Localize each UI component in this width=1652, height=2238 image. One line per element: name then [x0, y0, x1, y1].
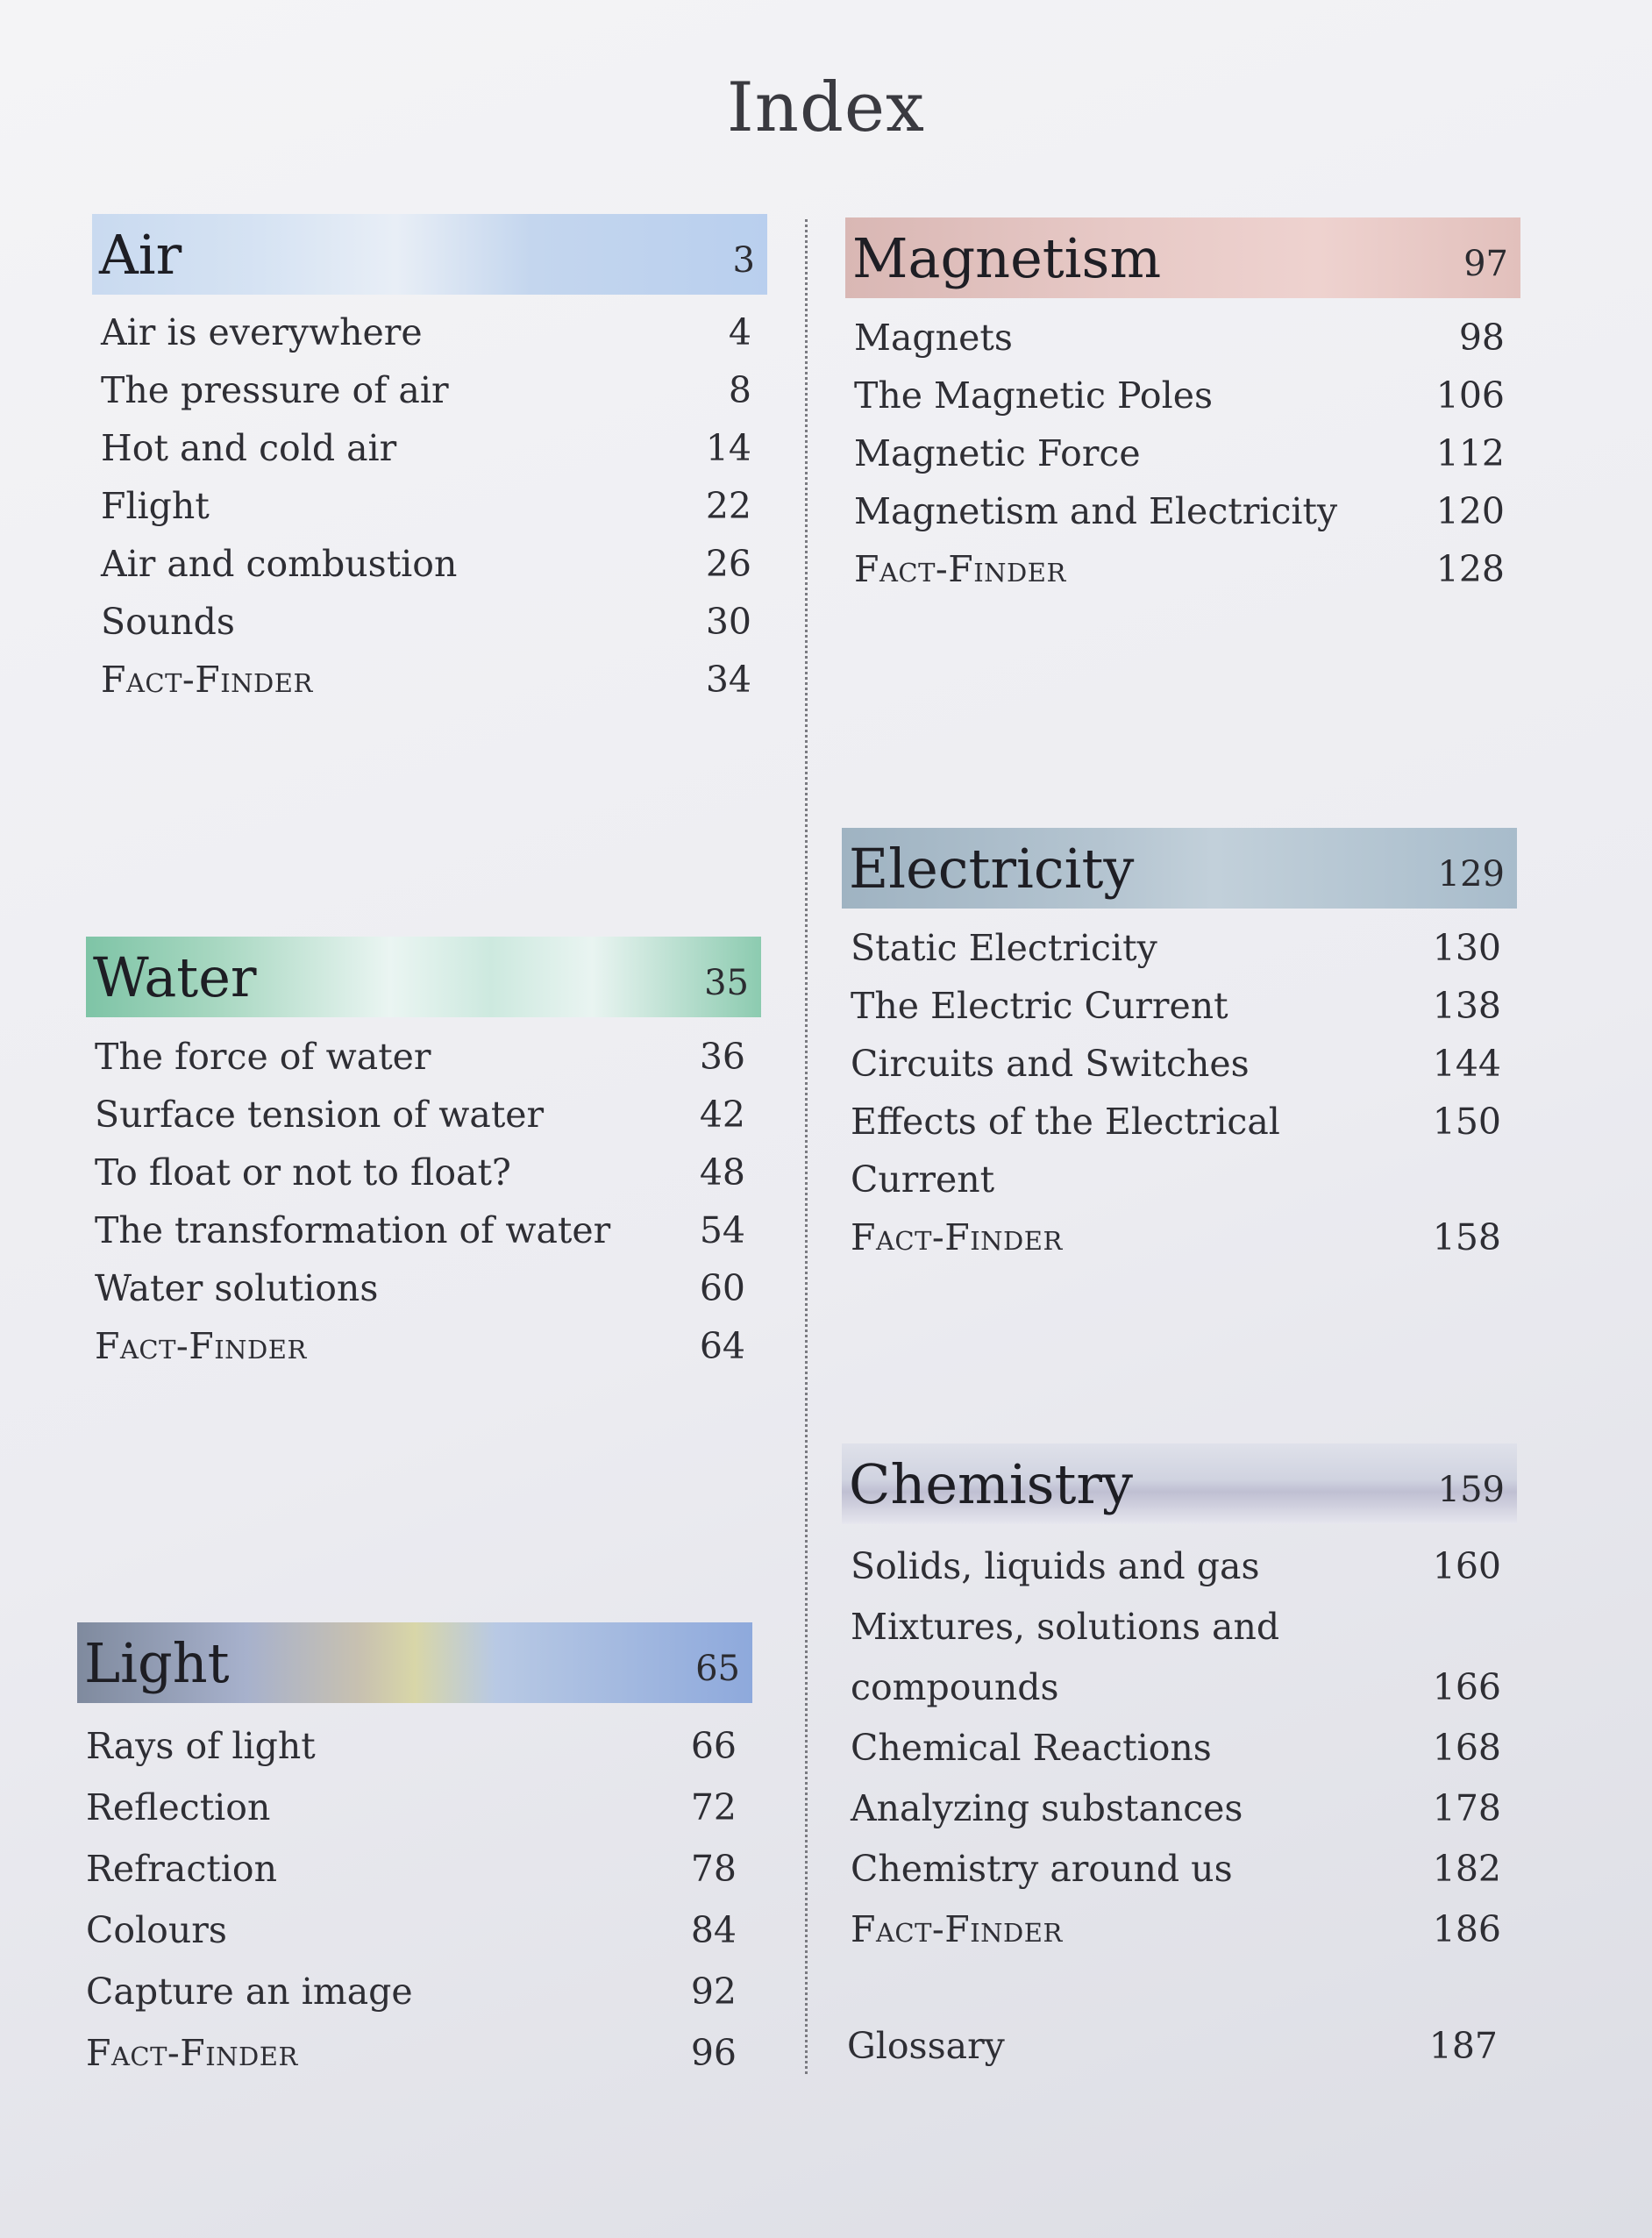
entry-page: 4: [728, 311, 751, 353]
entry-page: 150: [1432, 1101, 1501, 1143]
entry-label: Air and combustion: [101, 543, 458, 585]
index-entry-fact-finder[interactable]: [86, 1317, 761, 1375]
entry-label: Solids, liquids and gas: [851, 1545, 1260, 1587]
glossary-section: [838, 2017, 1513, 2075]
entry-page: 186: [1432, 1908, 1501, 1950]
entry-page: 98: [1458, 317, 1505, 359]
section-header-water[interactable]: [86, 937, 761, 1017]
entry-label: Fact-Finder: [851, 1216, 1063, 1258]
section-air: [92, 214, 767, 709]
index-entry[interactable]: [77, 1961, 752, 2022]
entry-page: 48: [699, 1151, 745, 1194]
entry-list: [77, 1715, 752, 2084]
index-entry[interactable]: [86, 1201, 761, 1259]
section-header-air[interactable]: [92, 214, 767, 295]
section-header-light[interactable]: [77, 1622, 752, 1703]
entry-page: 166: [1432, 1666, 1501, 1708]
entry-page: 36: [699, 1036, 745, 1078]
entry-label: Sounds: [101, 601, 235, 643]
entry-page: 14: [705, 427, 751, 469]
index-entry-fact-finder[interactable]: [842, 1899, 1517, 1960]
entry-label: Rays of light: [86, 1725, 316, 1767]
entry-page: 178: [1432, 1787, 1501, 1829]
entry-page: 128: [1435, 548, 1505, 590]
index-entry[interactable]: [842, 1718, 1517, 1778]
section-header-magnetism[interactable]: [845, 217, 1520, 298]
section-page-number: 3: [732, 240, 755, 281]
entry-page: 8: [728, 369, 751, 411]
index-entry[interactable]: [842, 919, 1517, 977]
entry-page: 26: [705, 543, 751, 585]
entry-label: Refraction: [86, 1848, 277, 1890]
entry-label: Reflection: [86, 1786, 271, 1828]
section-header-chemistry[interactable]: [842, 1443, 1517, 1524]
entry-label: The Magnetic Poles: [854, 374, 1213, 417]
index-entry[interactable]: [92, 303, 767, 361]
index-entry[interactable]: [77, 1715, 752, 1777]
section-title: Air: [99, 222, 182, 287]
entry-page: 22: [705, 485, 751, 527]
entry-label: Magnetic Force: [854, 432, 1141, 474]
entry-page: 144: [1432, 1043, 1501, 1085]
entry-label: The Electric Current: [851, 985, 1228, 1027]
entry-list: [845, 309, 1520, 598]
entry-label: Fact-Finder: [86, 2032, 298, 2074]
entry-label: The transformation of water: [95, 1209, 611, 1251]
entry-page: 92: [690, 1971, 737, 2013]
entry-page: 106: [1435, 374, 1505, 417]
index-entry[interactable]: [842, 1597, 1517, 1718]
index-entry-fact-finder[interactable]: [842, 1208, 1517, 1266]
entry-page: 158: [1432, 1216, 1501, 1258]
entry-label: Effects of the Electrical Current: [851, 1101, 1280, 1201]
entry-page: 42: [699, 1094, 745, 1136]
entry-label: Capture an image: [86, 1971, 413, 2013]
entry-list: [86, 1028, 761, 1375]
index-entry[interactable]: [845, 482, 1520, 540]
index-entry[interactable]: [77, 1838, 752, 1899]
section-page-number: 65: [695, 1649, 740, 1689]
entry-label: Water solutions: [95, 1267, 379, 1309]
entry-page: 160: [1432, 1545, 1501, 1587]
index-entry-fact-finder[interactable]: [92, 651, 767, 709]
section-page-number: 159: [1437, 1470, 1505, 1510]
section-page-number: 35: [704, 963, 749, 1003]
entry-label: Colours: [86, 1909, 227, 1951]
entry-label: Analyzing substances: [851, 1787, 1243, 1829]
page-title: Index: [726, 68, 926, 147]
entry-label: Surface tension of water: [95, 1094, 545, 1136]
entry-page: 187: [1428, 2025, 1498, 2067]
entry-label: Fact-Finder: [101, 659, 313, 701]
entry-page: 72: [690, 1786, 737, 1828]
section-title: Electricity: [849, 836, 1135, 901]
column-divider: [805, 219, 808, 2074]
section-water: [86, 937, 761, 1375]
entry-page: 64: [699, 1325, 745, 1367]
entry-page: 54: [699, 1209, 745, 1251]
entry-list: [838, 2017, 1513, 2075]
index-entry[interactable]: [86, 1086, 761, 1144]
index-entry-fact-finder[interactable]: [845, 540, 1520, 598]
entry-page: 60: [699, 1267, 745, 1309]
entry-label: Glossary: [847, 2025, 1005, 2067]
entry-label: Magnets: [854, 317, 1013, 359]
entry-label: The force of water: [95, 1036, 431, 1078]
entry-label: Air is everywhere: [101, 311, 423, 353]
index-entry[interactable]: [86, 1144, 761, 1201]
index-entry[interactable]: [86, 1259, 761, 1317]
entry-list: [842, 1536, 1517, 1960]
index-entry-fact-finder[interactable]: [77, 2022, 752, 2084]
entry-page: 182: [1432, 1848, 1501, 1890]
section-header-electricity[interactable]: [842, 828, 1517, 909]
section-page-number: 97: [1463, 244, 1508, 284]
entry-list: [92, 303, 767, 709]
section-light: [77, 1622, 752, 2084]
section-title: Magnetism: [852, 225, 1162, 290]
entry-page: 130: [1432, 927, 1501, 969]
index-entry[interactable]: [92, 593, 767, 651]
index-entry[interactable]: [86, 1028, 761, 1086]
section-chemistry: [842, 1443, 1517, 1960]
index-entry[interactable]: [92, 419, 767, 477]
index-entry[interactable]: [845, 367, 1520, 424]
index-entry[interactable]: [842, 977, 1517, 1035]
index-entry[interactable]: [842, 1536, 1517, 1597]
entry-label: Chemical Reactions: [851, 1727, 1212, 1769]
entry-label: To float or not to float?: [95, 1151, 511, 1194]
index-entry[interactable]: [842, 1093, 1517, 1208]
entry-page: 30: [705, 601, 751, 643]
entry-label: Hot and cold air: [101, 427, 397, 469]
index-entry[interactable]: [842, 1778, 1517, 1839]
entry-label: Magnetism and Electricity: [854, 490, 1338, 532]
entry-label: Static Electricity: [851, 927, 1157, 969]
entry-label: The pressure of air: [101, 369, 449, 411]
entry-label: Mixtures, solutions and compounds: [851, 1606, 1280, 1708]
index-entry[interactable]: [77, 1777, 752, 1838]
entry-page: 120: [1435, 490, 1505, 532]
glossary-entry[interactable]: [838, 2017, 1513, 2075]
section-title: Light: [84, 1630, 230, 1695]
entry-page: 168: [1432, 1727, 1501, 1769]
section-page-number: 129: [1437, 854, 1505, 894]
entry-label: Circuits and Switches: [851, 1043, 1250, 1085]
index-entry[interactable]: [845, 309, 1520, 367]
entry-page: 138: [1432, 985, 1501, 1027]
index-entry[interactable]: [845, 424, 1520, 482]
section-magnetism: [845, 217, 1520, 598]
entry-page: 34: [705, 659, 751, 701]
index-entry[interactable]: [842, 1839, 1517, 1899]
entry-page: 78: [690, 1848, 737, 1890]
index-entry[interactable]: [77, 1899, 752, 1961]
entry-page: 96: [690, 2032, 737, 2074]
entry-label: Fact-Finder: [851, 1908, 1063, 1950]
index-entry[interactable]: [92, 535, 767, 593]
index-entry[interactable]: [92, 361, 767, 419]
entry-label: Fact-Finder: [95, 1325, 307, 1367]
entry-label: Chemistry around us: [851, 1848, 1233, 1890]
entry-label: Flight: [101, 485, 210, 527]
entry-page: 112: [1435, 432, 1505, 474]
entry-label: Fact-Finder: [854, 548, 1066, 590]
index-entry[interactable]: [92, 477, 767, 535]
index-entry[interactable]: [842, 1035, 1517, 1093]
section-electricity: [842, 828, 1517, 1266]
section-title: Chemistry: [849, 1451, 1134, 1516]
entry-page: 84: [690, 1909, 737, 1951]
entry-list: [842, 919, 1517, 1266]
section-title: Water: [93, 944, 257, 1009]
entry-page: 66: [690, 1725, 737, 1767]
